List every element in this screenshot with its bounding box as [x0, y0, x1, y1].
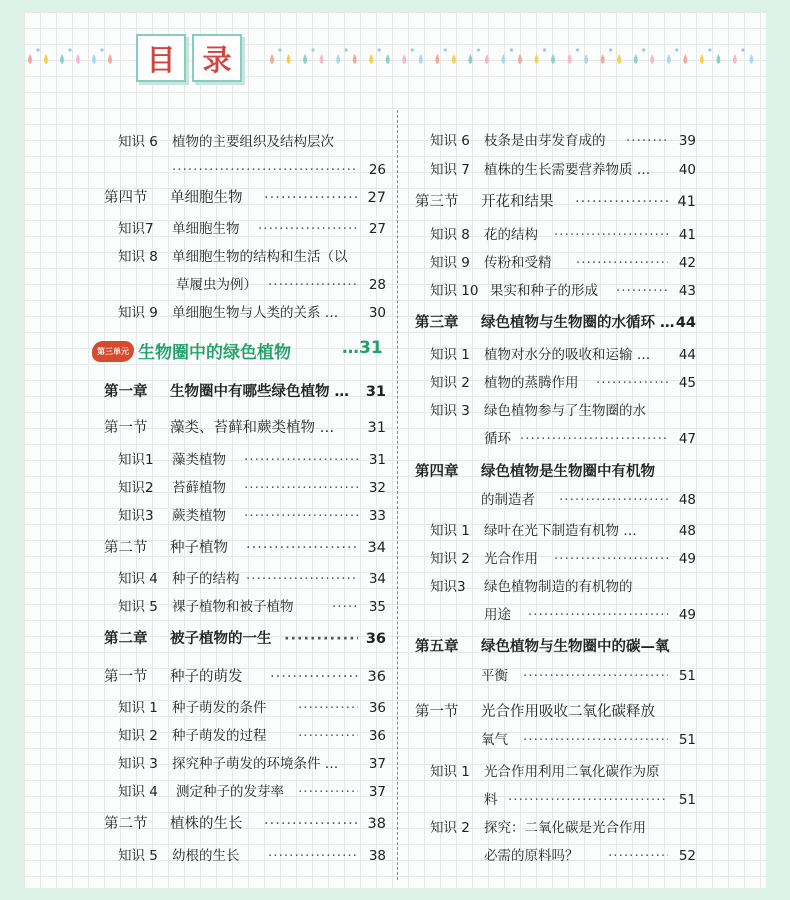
dot-leader [244, 478, 358, 498]
dot-leader [554, 549, 668, 569]
toc-entry-label: 知识 1 [430, 523, 470, 539]
toc-entry-title: 种子萌发的条件 [172, 700, 267, 716]
droplet-shape [353, 54, 357, 64]
droplet-decoration-right [266, 44, 766, 74]
toc-entry-label: 知识 8 [118, 249, 158, 265]
toc-page-number: 34 [367, 540, 386, 556]
toc-entry-title: 测定种子的发芽率 [176, 784, 284, 800]
toc-entry-label: 第一节 [415, 704, 459, 720]
droplet-shape [336, 54, 340, 64]
droplet-shape [369, 54, 373, 64]
toc-entry-title: 绿叶在光下制造有机物 … [484, 523, 637, 539]
droplet-shape [617, 54, 621, 64]
toc-page-number: 31 [365, 384, 386, 400]
toc-page-number: 30 [368, 305, 386, 321]
toc-page-number: 41 [677, 194, 696, 210]
droplet-shape [749, 54, 753, 64]
sparkle-dot [411, 48, 414, 51]
toc-page-number: 28 [368, 277, 386, 293]
toc-entry-title: 种子的萌发 [170, 669, 243, 685]
dot-leader [172, 160, 358, 180]
toc-page-number: 36 [368, 728, 386, 744]
toc-page-number: 26 [368, 162, 386, 178]
toc-entry-title: 被子植物的一生 [170, 631, 272, 647]
toc-page-number: 38 [368, 848, 386, 864]
toc-page-number: 36 [368, 700, 386, 716]
droplet-shape [683, 54, 687, 64]
dot-leader [244, 506, 358, 526]
toc-entry-title: 绿色植物是生物圈中有机物 [481, 464, 655, 480]
toc-entry-title: 单细胞生物与人类的关系 … [172, 305, 339, 321]
toc-entry-title: 探究种子萌发的环境条件 … [172, 756, 339, 772]
toc-entry-label: 第一节 [104, 669, 148, 685]
toc-entry-title: 花的结构 [484, 227, 538, 243]
unit-badge: 第三单元 [92, 341, 134, 362]
page-title-char: 目 [146, 42, 176, 77]
sparkle-dot [345, 48, 348, 51]
toc-entry-title: 光合作用利用二氧化碳作为原 [484, 764, 660, 780]
toc-entry-title: 氧气 [481, 732, 508, 748]
toc-entry-title: 藻类植物 [172, 452, 226, 468]
sparkle-dot [68, 48, 71, 51]
droplet-shape [667, 54, 671, 64]
sparkle-dot [741, 48, 744, 51]
droplet-shape [733, 54, 737, 64]
droplet-shape [287, 54, 291, 64]
toc-entry-label: 知识 2 [430, 375, 470, 391]
toc-entry-title: 平衡 [481, 668, 508, 684]
toc-entry-title: 生物圈中有哪些绿色植物 … [170, 384, 350, 400]
toc-page-number: 51 [678, 792, 696, 808]
toc-entry-title: 传粉和受精 [484, 255, 552, 271]
toc-entry-label: 知识2 [118, 480, 154, 496]
toc-page-number: 51 [678, 732, 696, 748]
droplet-shape [60, 54, 64, 64]
droplet-shape [386, 54, 390, 64]
toc-entry-title: 植物对水分的吸收和运输 … [484, 347, 651, 363]
toc-entry-label: 知识 6 [118, 134, 158, 150]
toc-entry-title: 绿色植物与生物圈的水循环 … [481, 315, 675, 331]
sparkle-dot [708, 48, 711, 51]
toc-page-number: 51 [678, 668, 696, 684]
toc-page-number: 47 [678, 431, 696, 447]
toc-entry-title: 光合作用 [484, 551, 538, 567]
sparkle-dot [510, 48, 513, 51]
toc-entry-label: 知识 9 [118, 305, 158, 321]
toc-page-number: 31 [368, 452, 386, 468]
toc-entry-label: 知识 1 [430, 347, 470, 363]
droplet-shape [320, 54, 324, 64]
toc-page-number: 35 [368, 599, 386, 615]
sparkle-dot [609, 48, 612, 51]
toc-page-number: 31 [367, 420, 386, 436]
toc-entry-title: 幼根的生长 [172, 848, 240, 864]
toc-entry-title: 单细胞生物 [172, 221, 240, 237]
dot-leader [523, 666, 668, 686]
unit-title: 生物圈中的绿色植物 [138, 343, 291, 363]
toc-entry-title: 蕨类植物 [172, 508, 226, 524]
toc-entry-title: 种子的结构 [172, 571, 240, 587]
toc-page-number: 32 [368, 480, 386, 496]
toc-entry-title: 开花和结果 [481, 194, 554, 210]
toc-entry-label: 第一节 [104, 420, 148, 436]
toc-entry-label: 知识 5 [118, 599, 158, 615]
title-char-box [192, 34, 242, 82]
toc-page-number: 48 [678, 523, 696, 539]
sparkle-dot [278, 48, 281, 51]
droplet-shape [584, 54, 588, 64]
toc-entry-label: 知识 7 [430, 162, 470, 178]
column-divider [397, 110, 398, 880]
toc-page-number: 33 [368, 508, 386, 524]
toc-entry-label: 第五章 [415, 639, 459, 655]
sparkle-dot [477, 48, 480, 51]
toc-entry-label: 知识 3 [430, 403, 470, 419]
toc-page-number: 40 [678, 162, 696, 178]
toc-entry-label: 知识 10 [430, 283, 479, 299]
droplet-decoration-left [24, 44, 124, 74]
sparkle-dot [576, 48, 579, 51]
toc-entry-label: 知识 9 [430, 255, 470, 271]
sparkle-dot [311, 48, 314, 51]
toc-page-number: 48 [678, 492, 696, 508]
droplet-shape [501, 54, 505, 64]
sparkle-dot [378, 48, 381, 51]
droplet-shape [92, 54, 96, 64]
toc-entry-title: 绿色植物与生物圈中的碳—氧 [481, 639, 670, 655]
toc-entry-title: 植物的主要组织及结构层次 [172, 134, 334, 150]
toc-entry-title: 循环 [484, 431, 511, 447]
toc-entry-title: 探究：二氧化碳是光合作用 [484, 820, 646, 836]
toc-entry-label: 知识 6 [430, 133, 470, 149]
toc-entry-title: 种子萌发的过程 [172, 728, 267, 744]
toc-entry-label: 知识3 [430, 579, 466, 595]
droplet-shape [485, 54, 489, 64]
toc-page-number: 52 [678, 848, 696, 864]
droplet-shape [601, 54, 605, 64]
toc-page-number: 36 [367, 669, 386, 685]
droplet-shape [419, 54, 423, 64]
droplet-shape [452, 54, 456, 64]
toc-entry-label: 知识 3 [118, 756, 158, 772]
toc-entry-title: 种子植物 [170, 540, 228, 556]
toc-entry-title: 光合作用吸收二氧化碳释放 [481, 704, 655, 720]
toc-entry-title: 绿色植物参与了生物圈的水 [484, 403, 646, 419]
toc-entry-label: 第三章 [415, 315, 459, 331]
unit-heading[interactable] [92, 338, 392, 368]
droplet-shape [634, 54, 638, 64]
toc-entry-label: 第四节 [104, 190, 148, 206]
toc-entry-title: 单细胞生物的结构和生活（以 [172, 249, 348, 265]
dot-leader [554, 225, 668, 245]
toc-page-number: 27 [368, 221, 386, 237]
droplet-shape [551, 54, 555, 64]
droplet-shape [700, 54, 704, 64]
toc-entry-label: 第四章 [415, 464, 459, 480]
droplet-shape [303, 54, 307, 64]
toc-entry-title: 必需的原料吗？ [484, 848, 579, 864]
unit-page-number: …31 [342, 338, 383, 358]
toc-page-number: 43 [678, 283, 696, 299]
droplet-shape [535, 54, 539, 64]
toc-entry-title: 枝条是由芽发育成的 [484, 133, 606, 149]
toc-entry-title: 果实和种子的形成 [490, 283, 598, 299]
toc-entry-label: 知识 5 [118, 848, 158, 864]
toc-entry-title: 的制造者 [481, 492, 535, 508]
toc-entry-label: 第三节 [415, 194, 459, 210]
dot-leader [528, 605, 668, 625]
droplet-shape [568, 54, 572, 64]
toc-entry-title: 植株的生长需要营养物质 … [484, 162, 651, 178]
toc-page-number: 39 [678, 133, 696, 149]
toc-page-number: 38 [367, 816, 386, 832]
toc-entry-title: 草履虫为例） [176, 277, 257, 293]
droplet-shape [650, 54, 654, 64]
toc-entry-title: 绿色植物制造的有机物的 [484, 579, 633, 595]
toc-entry-title: 料 [484, 792, 498, 808]
droplet-shape [28, 54, 32, 64]
droplet-shape [402, 54, 406, 64]
toc-page-number: 36 [365, 631, 386, 647]
toc-entry-label: 第一章 [104, 384, 148, 400]
toc-page-number: 37 [368, 756, 386, 772]
toc-entry-label: 知识 2 [118, 728, 158, 744]
toc-entry-label: 知识 1 [118, 700, 158, 716]
toc-page-number: 44 [678, 347, 696, 363]
sparkle-dot [543, 48, 546, 51]
title-char-box [136, 34, 186, 82]
toc-page-number: 34 [368, 571, 386, 587]
toc-entry-label: 知识 8 [430, 227, 470, 243]
page-title-char: 录 [202, 42, 232, 77]
droplet-shape [716, 54, 720, 64]
toc-page-number: 44 [675, 315, 696, 331]
toc-entry-title: 裸子植物和被子植物 [172, 599, 294, 615]
droplet-shape [76, 54, 80, 64]
dot-leader [523, 730, 668, 750]
toc-entry-label: 第二节 [104, 540, 148, 556]
toc-entry-label: 知识 2 [430, 551, 470, 567]
toc-entry-label: 第二节 [104, 816, 148, 832]
droplet-shape [468, 54, 472, 64]
droplet-shape [518, 54, 522, 64]
toc-page-number: 45 [678, 375, 696, 391]
toc-entry-title: 用途 [484, 607, 511, 623]
toc-entry-label: 知识 2 [430, 820, 470, 836]
toc-entry-title: 植物的蒸腾作用 [484, 375, 579, 391]
toc-entry-title: 苔藓植物 [172, 480, 226, 496]
toc-page-number: 27 [367, 190, 386, 206]
toc-entry-label: 知识 4 [118, 571, 158, 587]
toc-page-number: 49 [678, 607, 696, 623]
droplet-shape [108, 54, 112, 64]
toc-entry-label: 知识3 [118, 508, 154, 524]
toc-entry-title: 藻类、苔藓和蕨类植物 … [170, 420, 335, 436]
toc-entry-label: 知识1 [118, 452, 154, 468]
toc-entry-label: 第二章 [104, 631, 148, 647]
toc-entry-label: 知识 1 [430, 764, 470, 780]
toc-entry-title: 单细胞生物 [170, 190, 243, 206]
toc-entry-label: 知识7 [118, 221, 154, 237]
sparkle-dot [444, 48, 447, 51]
droplet-shape [44, 54, 48, 64]
toc-page-number: 42 [678, 255, 696, 271]
droplet-shape [435, 54, 439, 64]
dot-leader [520, 429, 668, 449]
sparkle-dot [36, 48, 39, 51]
dot-leader [244, 450, 358, 470]
sparkle-dot [100, 48, 103, 51]
dot-leader [508, 790, 668, 810]
toc-entry-title: 植株的生长 [170, 816, 243, 832]
sparkle-dot [675, 48, 678, 51]
droplet-shape [270, 54, 274, 64]
toc-page-number: 41 [678, 227, 696, 243]
toc-entry-label: 知识 4 [118, 784, 158, 800]
toc-page-number: 37 [368, 784, 386, 800]
sparkle-dot [642, 48, 645, 51]
toc-page-number: 49 [678, 551, 696, 567]
